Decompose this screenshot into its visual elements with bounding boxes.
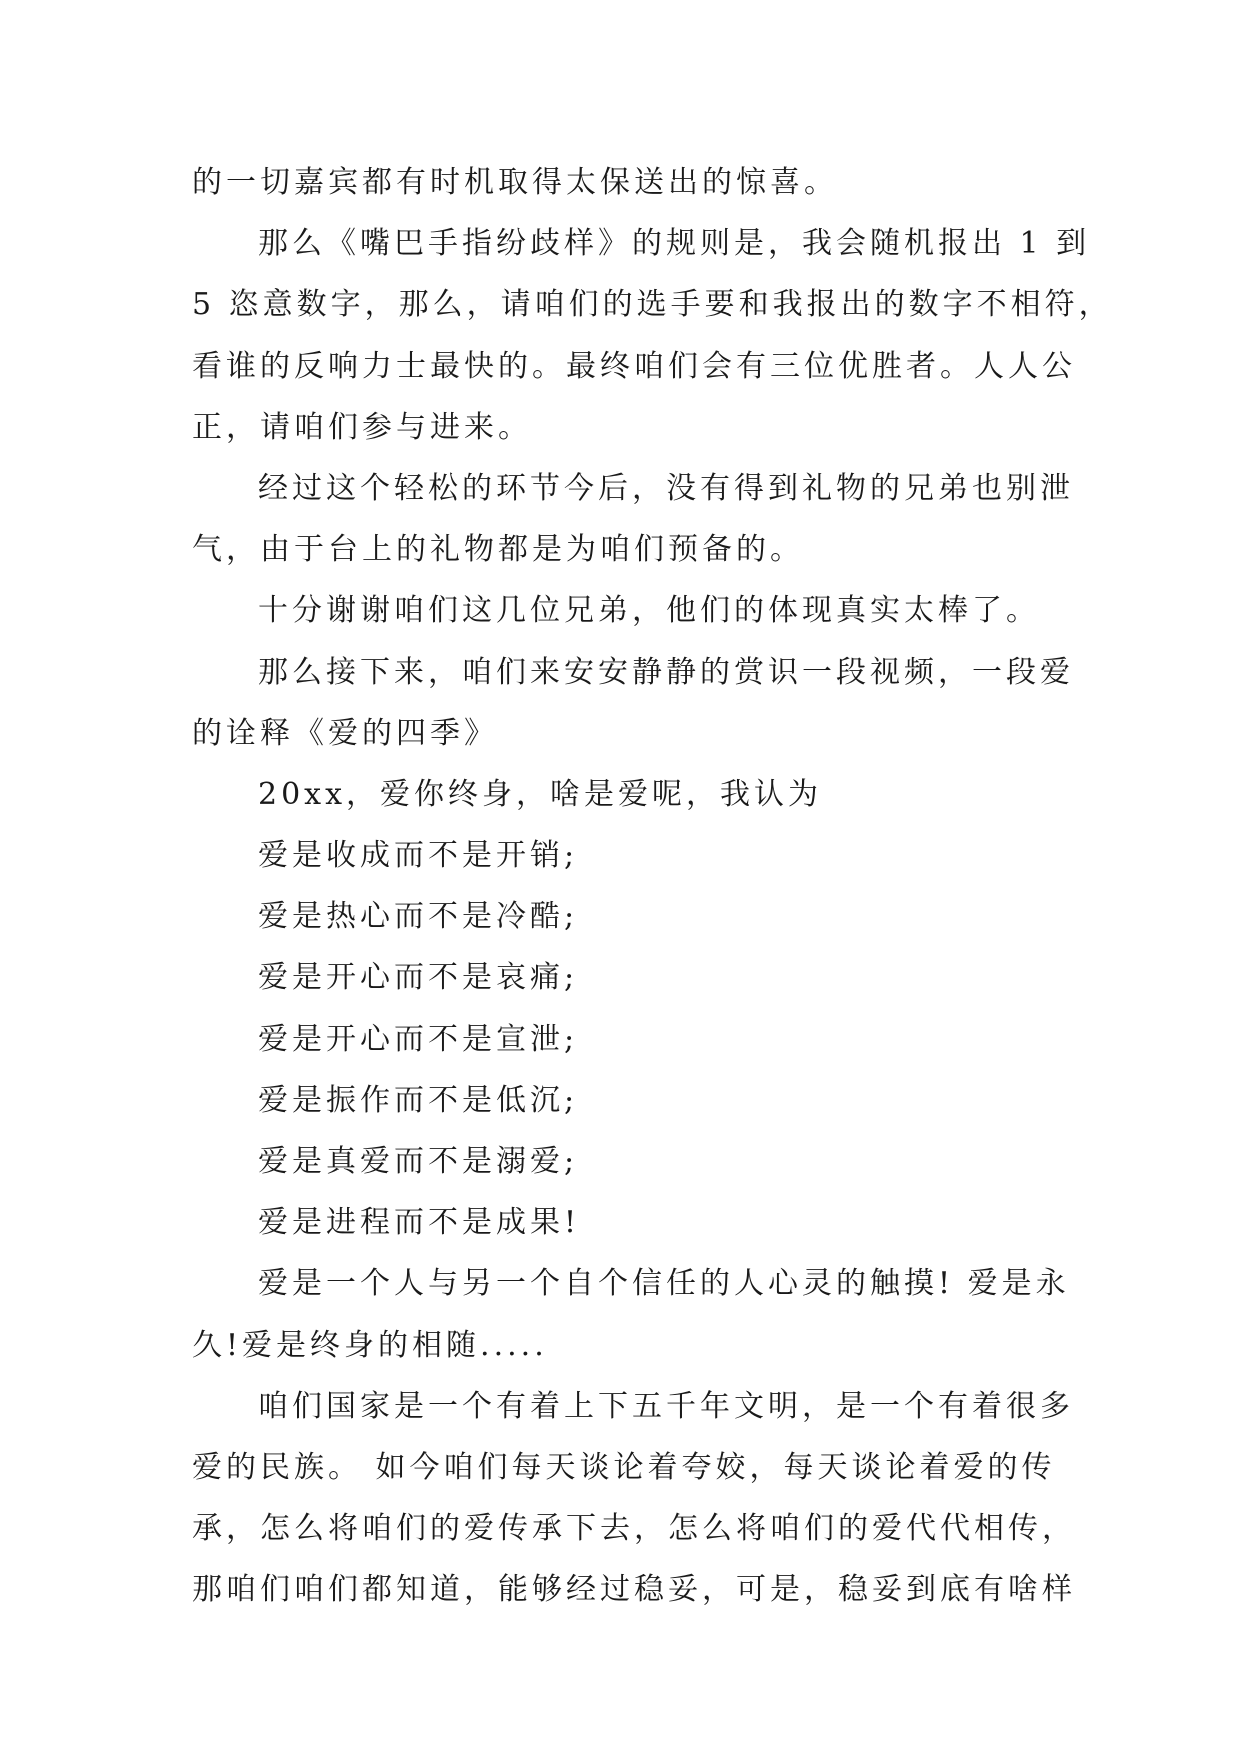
text-line: 气，由于台上的礼物都是为咱们预备的。 [192, 532, 804, 568]
text-line: 爱是开心而不是宣泄; [258, 1021, 579, 1057]
text-line: 爱是开心而不是哀痛; [258, 960, 579, 996]
text-line: 爱是真爱而不是溺爱; [258, 1144, 579, 1179]
text-line: 20xx，爱你终身，啥是爱呢，我认为 [258, 776, 823, 812]
text-line: 咱们国家是一个有着上下五千年文明，是一个有着很多 [258, 1388, 1074, 1424]
text-line: 正，请咱们参与进来。 [192, 409, 532, 445]
text-line: 5 恣意数字，那么，请咱们的选手要和我报出的数字不相符， [192, 287, 1113, 323]
text-line: 爱是收成而不是开销; [258, 838, 579, 874]
text-line: 爱是振作而不是低沉; [258, 1082, 579, 1118]
text-line: 经过这个轻松的环节今后，没有得到礼物的兄弟也别泄 [258, 470, 1074, 506]
text-line: 那么《嘴巴手指纷歧样》的规则是，我会随机报出 1 到 [258, 226, 1091, 262]
text-line: 的诠释《爱的四季》 [192, 715, 498, 751]
text-line: 爱是进程而不是成果! [258, 1205, 581, 1241]
text-line: 爱是一个人与另一个自个信任的人心灵的触摸! 爱是永 [258, 1266, 1070, 1302]
text-line: 爱的民族。 如今咱们每天谈论着夸姣，每天谈论着爱的传 [192, 1449, 1056, 1485]
text-line: 十分谢谢咱们这几位兄弟，他们的体现真实太棒了。 [258, 593, 1040, 629]
text-line: 的一切嘉宾都有时机取得太保送出的惊喜。 [192, 165, 838, 200]
text-line: 久!爱是终身的相随..... [192, 1327, 548, 1363]
text-line: 承，怎么将咱们的爱传承下去，怎么将咱们的爱代代相传， [192, 1511, 1076, 1547]
text-line: 那么接下来，咱们来安安静静的赏识一段视频，一段爱 [258, 654, 1074, 690]
text-line: 那咱们咱们都知道，能够经过稳妥，可是，稳妥到底有啥样 [192, 1572, 1076, 1608]
text-line: 看谁的反响力士最快的。最终咱们会有三位优胜者。人人公 [192, 348, 1076, 384]
text-line: 爱是热心而不是冷酷; [258, 899, 579, 935]
document-body [192, 152, 1113, 1621]
